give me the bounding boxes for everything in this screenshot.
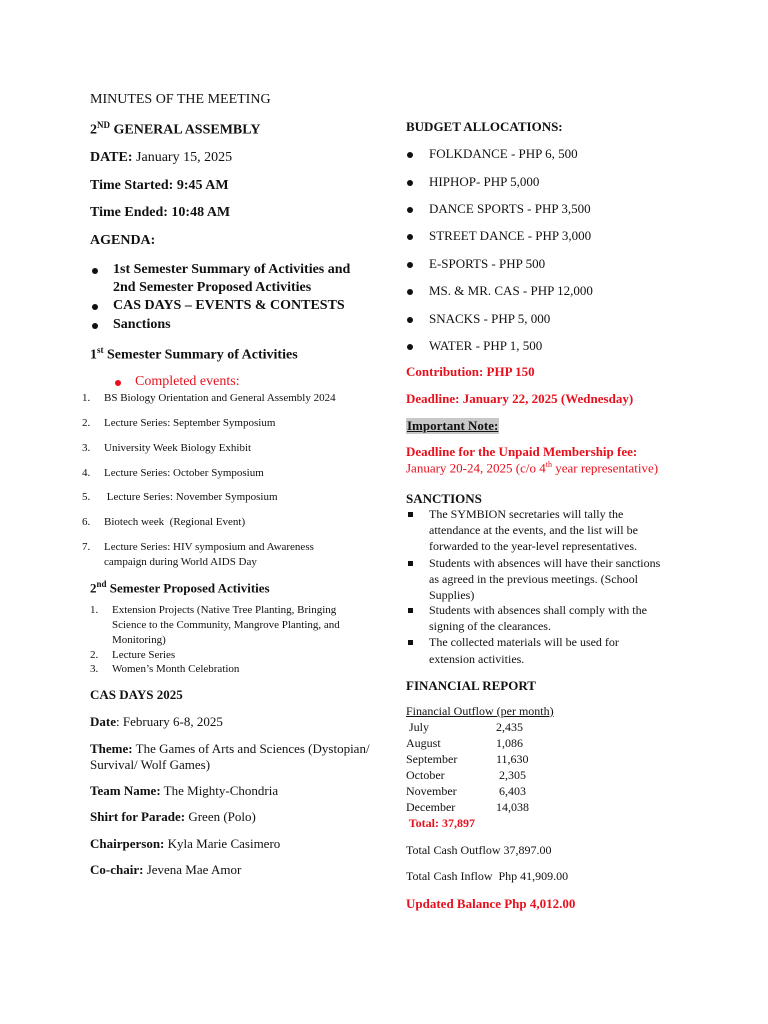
unpaid-dates: January 20-24, 2025 (c/o 4th year representative) <box>406 460 659 476</box>
list-number: 1. <box>90 604 99 616</box>
important-note: Important Note: <box>407 418 499 433</box>
sanction-item: Students with absences shall comply with the <box>429 603 647 617</box>
outflow-total: Total: 37,897 <box>406 816 476 830</box>
list-item: Women’s Month Celebration <box>112 663 240 675</box>
list-item: Lecture Series: September Symposium <box>104 417 276 429</box>
minutes-heading: MINUTES OF THE MEETING <box>90 92 271 107</box>
unpaid-deadline: Deadline for the Unpaid Membership fee: <box>406 444 638 459</box>
outflow-month: September <box>406 752 458 766</box>
budget-item: DANCE SPORTS - PHP 3,500 <box>429 201 591 216</box>
budget-item: SNACKS - PHP 5, 000 <box>429 311 551 326</box>
bullet-icon <box>92 304 98 310</box>
bullet-icon <box>407 344 413 350</box>
sanction-item-cont: signing of the clearances. <box>429 619 551 633</box>
list-item: Lecture Series: HIV symposium and Awareness <box>104 541 314 553</box>
list-item: Biotech week (Regional Event) <box>104 516 246 528</box>
list-number: 6. <box>82 516 91 528</box>
list-number: 1. <box>82 392 91 404</box>
list-number: 2. <box>82 417 91 429</box>
outflow-title: Financial Outflow (per month) <box>406 704 554 718</box>
list-number: 3. <box>90 663 99 675</box>
square-bullet-icon <box>408 561 413 566</box>
theme-cont: Survival/ Wolf Games) <box>90 757 211 772</box>
list-item: Extension Projects (Native Tree Planting, Bringing <box>112 604 337 616</box>
outflow-amount: 11,630 <box>496 752 529 766</box>
outflow-amount: 14,038 <box>496 800 529 814</box>
list-number: 3. <box>82 442 91 454</box>
list-item: BS Biology Orientation and General Assembly 2024 <box>104 392 336 404</box>
agenda-item-cont: 2nd Semester Proposed Activities <box>113 280 312 295</box>
shirt-parade: Shirt for Parade: Green (Polo) <box>90 809 256 824</box>
time-started: Time Started: 9:45 AM <box>90 178 229 193</box>
sanction-item-cont: attendance at the events, and the list will be <box>429 523 638 537</box>
list-item-cont: Science to the Community, Mangrove Planting, and <box>112 619 340 631</box>
bullet-icon <box>407 317 413 323</box>
list-item: Lecture Series <box>112 649 176 661</box>
sanction-item-cont: as agreed in the previous meetings. (School <box>429 572 638 586</box>
square-bullet-icon <box>408 608 413 613</box>
outflow-month: December <box>406 800 456 814</box>
chairperson: Chairperson: Kyla Marie Casimero <box>90 836 281 851</box>
theme: Theme: The Games of Arts and Sciences (Dystopian/ <box>90 741 370 756</box>
sanction-item-cont: forwarded to the year-level representatives. <box>429 539 637 553</box>
sanction-item-cont: extension activities. <box>429 652 525 666</box>
list-number: 7. <box>82 541 91 553</box>
contribution: Contribution: PHP 150 <box>406 364 535 379</box>
list-item-cont: campaign during World AIDS Day <box>104 556 257 568</box>
bullet-icon <box>115 380 121 386</box>
bullet-icon <box>407 207 413 213</box>
cas-date: Date: February 6-8, 2025 <box>90 714 223 729</box>
outflow-amount: 2,435 <box>496 720 523 734</box>
square-bullet-icon <box>408 512 413 517</box>
financial-report-title: FINANCIAL REPORT <box>406 678 536 693</box>
bullet-icon <box>92 268 98 274</box>
outflow-amount: 1,086 <box>496 736 523 750</box>
bullet-icon <box>92 323 98 329</box>
bullet-icon <box>407 180 413 186</box>
assembly-title: 2ND GENERAL ASSEMBLY <box>90 120 261 138</box>
list-number: 2. <box>90 649 99 661</box>
outflow-month: November <box>406 784 457 798</box>
outflow-amount: 2,305 <box>496 768 526 782</box>
bullet-icon <box>407 234 413 240</box>
agenda-label: AGENDA: <box>90 233 156 248</box>
deadline: Deadline: January 22, 2025 (Wednesday) <box>406 391 634 406</box>
total-cash-inflow: Total Cash Inflow Php 41,909.00 <box>406 869 569 883</box>
outflow-month: October <box>406 768 445 782</box>
first-sem-title: 1st Semester Summary of Activities <box>90 345 298 363</box>
sanction-item-cont: Supplies) <box>429 588 475 602</box>
list-item: University Week Biology Exhibit <box>104 442 252 454</box>
budget-item: WATER - PHP 1, 500 <box>429 338 543 353</box>
outflow-month: August <box>406 736 441 750</box>
cas-days-title: CAS DAYS 2025 <box>90 687 183 702</box>
time-ended: Time Ended: 10:48 AM <box>90 205 231 220</box>
budget-item: STREET DANCE - PHP 3,000 <box>429 228 592 243</box>
agenda-item: 1st Semester Summary of Activities and <box>113 262 351 277</box>
total-cash-outflow: Total Cash Outflow 37,897.00 <box>406 843 552 857</box>
list-item: Lecture Series: November Symposium <box>104 491 278 503</box>
list-item: Lecture Series: October Symposium <box>104 467 264 479</box>
budget-item: HIPHOP- PHP 5,000 <box>429 174 540 189</box>
sanction-item: The collected materials will be used for <box>429 635 619 649</box>
co-chair: Co-chair: Jevena Mae Amor <box>90 862 242 877</box>
completed-events-label: Completed events: <box>135 374 240 389</box>
sanctions-title: SANCTIONS <box>406 491 482 506</box>
budget-item: MS. & MR. CAS - PHP 12,000 <box>429 283 593 298</box>
list-item-cont: Monitoring) <box>112 634 166 646</box>
agenda-item: Sanctions <box>113 317 171 332</box>
budget-item: E-SPORTS - PHP 500 <box>429 256 546 271</box>
updated-balance: Updated Balance Php 4,012.00 <box>406 896 576 911</box>
second-sem-title: 2nd Semester Proposed Activities <box>90 579 270 596</box>
bullet-icon <box>407 262 413 268</box>
budget-title: BUDGET ALLOCATIONS: <box>406 119 563 134</box>
list-number: 5. <box>82 491 91 503</box>
outflow-amount: 6,403 <box>496 784 526 798</box>
sanction-item: Students with absences will have their sanctions <box>429 556 661 570</box>
square-bullet-icon <box>408 640 413 645</box>
meeting-date: DATE: January 15, 2025 <box>90 150 233 165</box>
sanction-item: The SYMBION secretaries will tally the <box>429 507 624 521</box>
team-name: Team Name: The Mighty-Chondria <box>90 783 279 798</box>
outflow-month: July <box>406 720 430 734</box>
bullet-icon <box>407 289 413 295</box>
budget-item: FOLKDANCE - PHP 6, 500 <box>429 146 578 161</box>
agenda-item: CAS DAYS – EVENTS & CONTESTS <box>113 298 345 313</box>
bullet-icon <box>407 152 413 158</box>
list-number: 4. <box>82 467 91 479</box>
